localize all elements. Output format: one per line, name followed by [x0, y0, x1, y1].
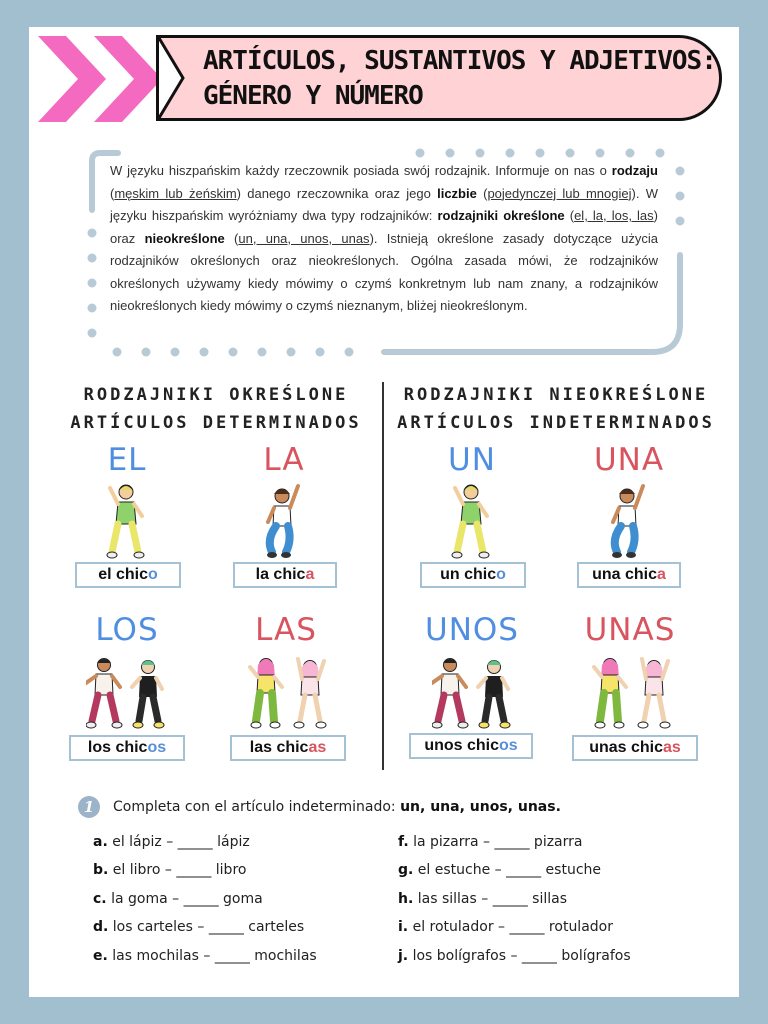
exercise-item-a: a. el lápiz – _____ lápiz — [93, 834, 250, 850]
article-el: EL — [107, 442, 147, 478]
exercise-item-j: j. los bolígrafos – _____ bolígrafos — [398, 948, 631, 964]
definite-heading — [51, 381, 381, 437]
example-los-chicos: los chicos — [69, 735, 185, 761]
article-unas: UNAS — [584, 612, 676, 648]
indefinite-heading — [391, 381, 721, 437]
page-title-line1: ARTÍCULOS, SUSTANTIVOS Y ADJETIVOS: — [203, 46, 716, 76]
exercise-item-f: f. la pizarra – _____ pizarra — [398, 834, 583, 850]
example-las-chicas: las chicas — [230, 735, 346, 761]
boy-illustration-icon — [106, 482, 150, 560]
article-las: LAS — [255, 612, 317, 648]
intro-paragraph: W języku hiszpańskim każdy rzeczownik posiada swój rodzajnik. Informuje on nas o rodzaju (męskim lub żeńskim) danego rzeczownika oraz jego liczbie (pojedynczej lub mnogiej). W języku hiszpańskim wyróżniamy dwa typy rodzajników: rodzajniki określone (el, la, los, las) oraz nieokreślone (un, una, unos, unas). Istnieją określone zasady dotyczące użycia rodzajników określonych oraz nieokreślonych. Ogólna zasada mówi, że rodzajników określonych używamy kiedy mówimy o czymś konkretnym lub nam znany, a rodzajników nieokreślonych kiedy mówimy o czymś nieznanym, bliżej nieokreślonym. — [110, 163, 658, 313]
exercise-item-e: e. las mochilas – _____ mochilas — [93, 948, 317, 964]
article-una: UNA — [593, 442, 665, 478]
boys-illustration-icon — [432, 655, 514, 731]
girl-illustration-icon — [264, 482, 304, 560]
exercise-item-i: i. el rotulador – _____ rotulador — [398, 919, 613, 935]
girls-illustration-icon — [248, 655, 330, 731]
title-notch — [159, 38, 189, 118]
article-un: UN — [448, 442, 496, 478]
exercise-item-d: d. los carteles – _____ carteles — [93, 919, 305, 935]
exercise-item-g: g. el estuche – _____ estuche — [398, 862, 602, 878]
example-un-chico: un chico — [420, 562, 526, 588]
article-los: LOS — [95, 612, 159, 648]
example-el-chico: el chico — [75, 562, 181, 588]
girl-illustration-icon — [609, 482, 649, 560]
article-unos: UNOS — [425, 612, 519, 648]
page-title-line2: GÉNERO Y NÚMERO — [203, 81, 423, 111]
example-la-chica: la chica — [233, 562, 337, 588]
definite-heading-pl: RODZAJNIKI OKREŚLONE — [83, 385, 349, 405]
boys-illustration-icon — [86, 655, 168, 731]
exercise-item-h: h. las sillas – _____ sillas — [398, 891, 567, 907]
girls-illustration-icon — [592, 655, 674, 731]
example-unas-chicas: unas chicas — [572, 735, 698, 761]
exercise-instruction: Completa con el artículo indeterminado: un, una, unos, unas. — [113, 799, 561, 815]
indefinite-heading-pl: RODZAJNIKI NIEOKREŚLONE — [403, 385, 709, 405]
exercise-item-b: b. el libro – _____ libro — [93, 862, 247, 878]
title-banner — [156, 35, 722, 121]
exercise-item-c: c. la goma – _____ goma — [93, 891, 263, 907]
column-divider — [382, 382, 384, 770]
article-la: LA — [263, 442, 305, 478]
boy-illustration-icon — [451, 482, 495, 560]
indefinite-heading-es: ARTÍCULOS INDETERMINADOS — [397, 413, 715, 433]
exercise-number-badge: 1 — [78, 796, 100, 818]
definite-heading-es: ARTÍCULOS DETERMINADOS — [70, 413, 362, 433]
example-una-chica: una chica — [577, 562, 681, 588]
example-unos-chicos: unos chicos — [409, 733, 533, 759]
